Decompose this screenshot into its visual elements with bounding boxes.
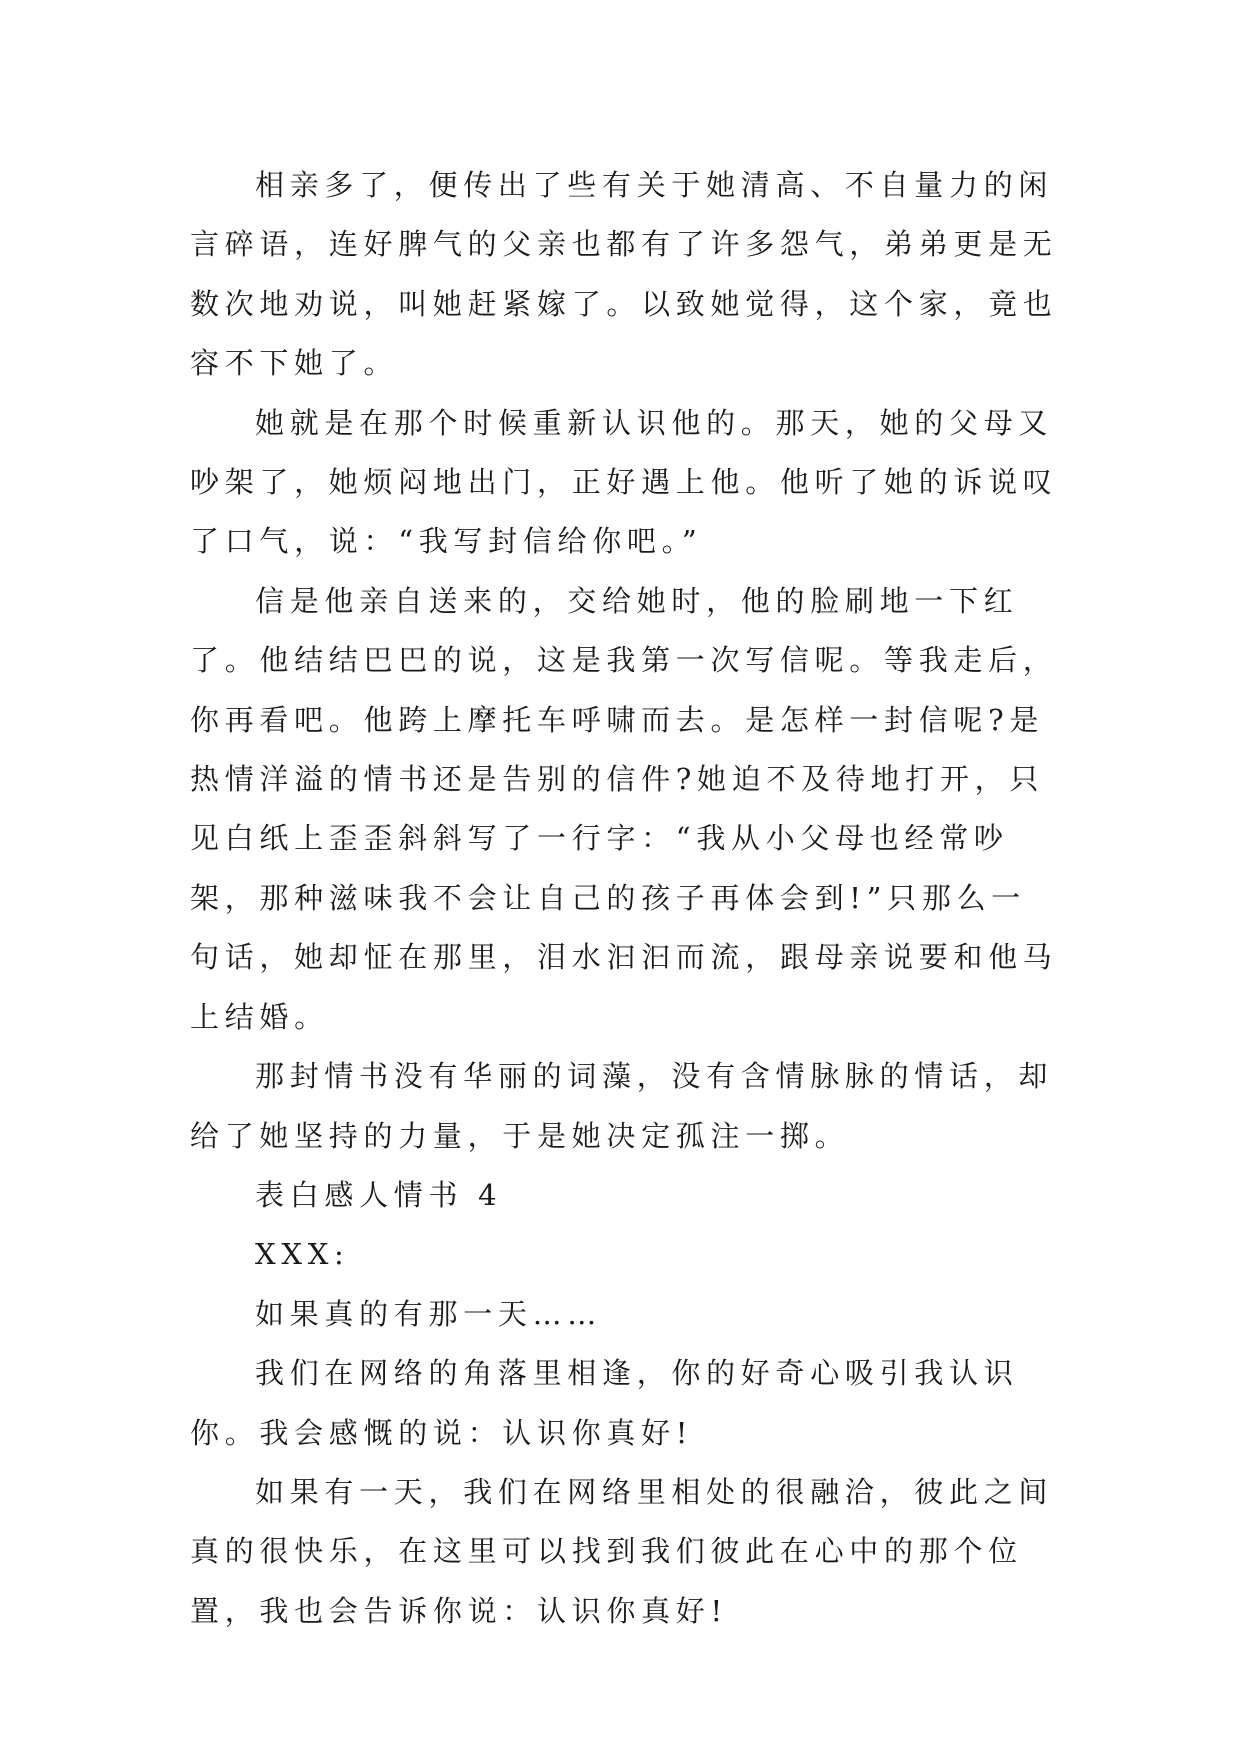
paragraph: 我们在网络的角落里相逢，你的好奇心吸引我认识你。我会感慨的说：认识你真好! bbox=[190, 1356, 1019, 1450]
document-body bbox=[190, 156, 1060, 1641]
paragraph: 如果真的有那一天…… bbox=[255, 1296, 603, 1331]
paragraph: 信是他亲自送来的，交给她时，他的脸刷地一下红了。他结结巴巴的说，这是我第一次写信呢。等我走后，你再看吧。他跨上摩托车呼啸而去。是怎样一封信呢?是热情洋溢的情书还是告别的信件?她迫不及待地打开，只见白纸上歪歪斜斜写了一行字：“我从小父母也经常吵架，那种滋味我不会让自己的孩子再体会到!”只那么一句话，她却怔在那里，泪水汩汩而流，跟母亲说要和他马上结婚。 bbox=[190, 583, 1058, 1034]
paragraph: 相亲多了，便传出了些有关于她清高、不自量力的闲言碎语，连好脾气的父亲也都有了许多怨气，弟弟更是无数次地劝说，叫她赶紧嫁了。以致她觉得，这个家，竟也容不下她了。 bbox=[190, 168, 1058, 381]
section-heading: 表白感人情书 4 bbox=[255, 1177, 503, 1212]
paragraph: 那封情书没有华丽的词藻，没有含情脉脉的情话，却给了她坚持的力量，于是她决定孤注一掷。 bbox=[190, 1059, 1054, 1153]
salutation: XXX: bbox=[255, 1237, 350, 1272]
paragraph: 她就是在那个时候重新认识他的。那天，她的父母又吵架了，她烦闷地出门，正好遇上他。他听了她的诉说叹了口气，说：“我写封信给你吧。” bbox=[190, 405, 1058, 559]
paragraph: 如果有一天，我们在网络里相处的很融洽，彼此之间真的很快乐，在这里可以找到我们彼此在心中的那个位置，我也会告诉你说：认识你真好! bbox=[190, 1474, 1054, 1628]
